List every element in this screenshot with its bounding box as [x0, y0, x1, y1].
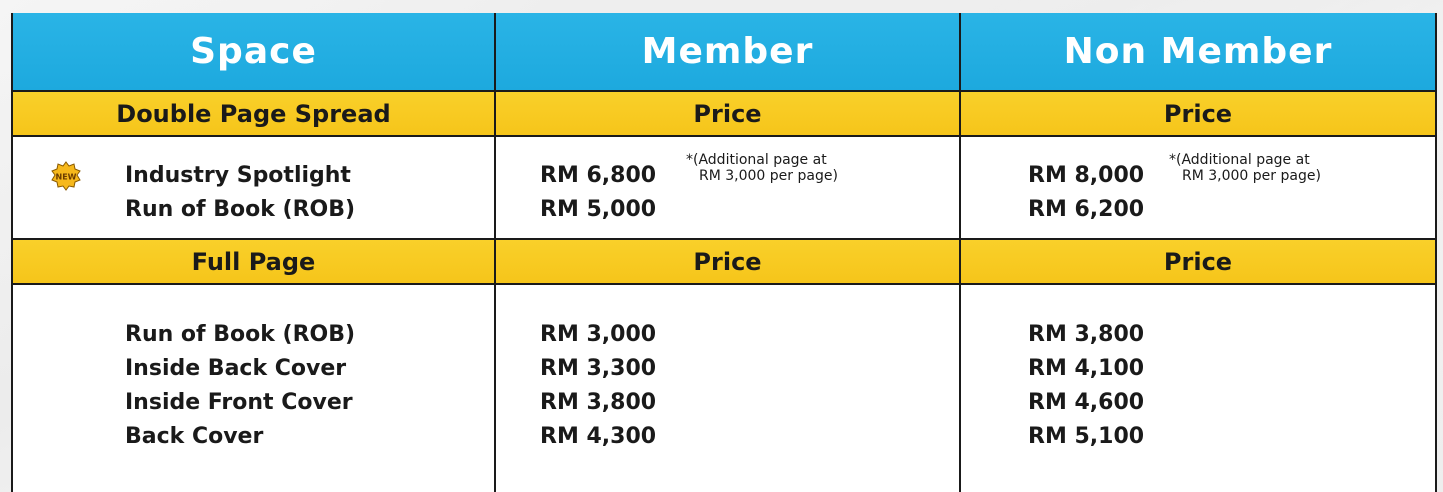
member-prices-cell [496, 285, 961, 492]
price-value: RM 6,800 [540, 163, 657, 188]
list-item: Run of Book (ROB) [125, 197, 356, 222]
member-additional-note [686, 152, 838, 184]
nonmember-price-label: Price [1163, 247, 1233, 276]
space-items-cell [13, 285, 496, 492]
nonmember-prices-cell [961, 285, 1435, 492]
space-item-list [125, 159, 355, 227]
note-line: RM 3,000 per page) [699, 168, 838, 184]
list-item: Industry Spotlight [125, 163, 351, 188]
nonmember-prices-cell [961, 137, 1435, 238]
nonmember-price-list [1028, 159, 1144, 227]
space-item-list [125, 318, 355, 454]
note-line: *(Additional page at [686, 152, 827, 168]
list-item: Run of Book (ROB) [125, 322, 356, 347]
note-line: RM 3,000 per page) [1182, 168, 1321, 184]
price-value: RM 3,800 [1028, 322, 1145, 347]
section-rows-double-page [13, 137, 1435, 238]
space-items-cell [13, 137, 496, 238]
member-price-label: Price [693, 247, 762, 276]
member-price-label: Price [693, 99, 762, 128]
note-line: *(Additional page at [1169, 152, 1310, 168]
price-value: RM 4,600 [1028, 390, 1145, 415]
price-value: RM 3,300 [540, 356, 657, 381]
member-price-list [540, 159, 656, 227]
list-item: Back Cover [125, 424, 264, 449]
header-nonmember-label: Non Member [1063, 31, 1333, 72]
header-member-cell [496, 13, 961, 90]
section-title-cell [13, 92, 496, 135]
price-value: RM 5,000 [540, 197, 657, 222]
nonmember-price-list [1028, 318, 1144, 454]
section-title-cell [13, 240, 496, 283]
price-value: RM 6,200 [1028, 197, 1145, 222]
nonmember-price-label: Price [1163, 99, 1233, 128]
price-value: RM 4,100 [1028, 356, 1145, 381]
price-value: RM 5,100 [1028, 424, 1145, 449]
section-member-price-cell [496, 92, 961, 135]
section-nonmember-price-cell [961, 240, 1435, 283]
new-badge-text: NEW [55, 172, 77, 182]
header-space-cell [13, 13, 496, 90]
header-space-label: Space [190, 31, 317, 72]
price-value: RM 3,800 [540, 390, 657, 415]
section-header-double-page [13, 90, 1435, 137]
price-value: RM 4,300 [540, 424, 657, 449]
nonmember-additional-note [1169, 152, 1321, 184]
new-badge-icon [51, 161, 81, 191]
section-rows-full-page [13, 285, 1435, 492]
pricing-table [11, 13, 1437, 492]
member-prices-cell [496, 137, 961, 238]
list-item: Inside Back Cover [125, 356, 347, 381]
section-nonmember-price-cell [961, 92, 1435, 135]
header-member-label: Member [641, 31, 814, 72]
price-value: RM 3,000 [540, 322, 657, 347]
list-item: Inside Front Cover [125, 390, 353, 415]
section-header-full-page [13, 238, 1435, 285]
section-member-price-cell [496, 240, 961, 283]
price-value: RM 8,000 [1028, 163, 1145, 188]
section-title: Double Page Spread [116, 99, 391, 128]
header-nonmember-cell [961, 13, 1435, 90]
table-header-row [13, 13, 1435, 90]
member-price-list [540, 318, 656, 454]
section-title: Full Page [191, 247, 316, 276]
